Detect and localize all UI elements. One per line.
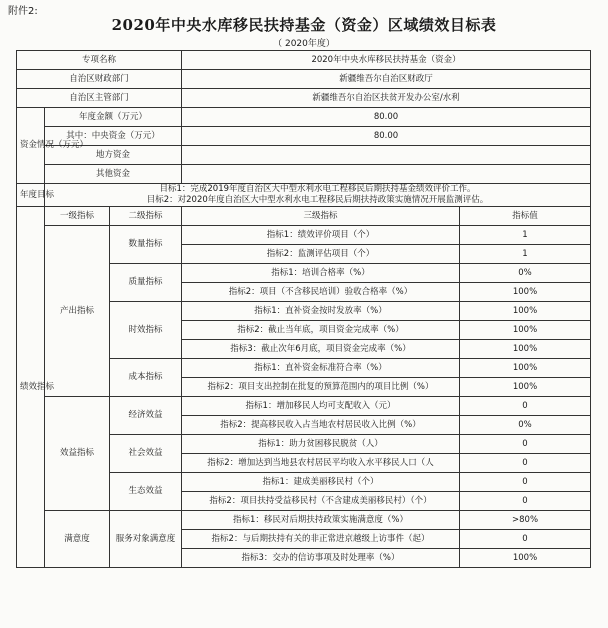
- indicator-name: 指标1：培训合格率（%）: [182, 264, 460, 283]
- info-label: 专项名称: [17, 51, 182, 70]
- indicator-row: [17, 511, 591, 530]
- funds-value: 80.00: [182, 108, 591, 127]
- indicator-name: 指标2：提高移民收入占当地农村居民收入比例（%）: [182, 416, 460, 435]
- indicator-name: 指标2：项目扶持受益移民村（不含建成美丽移民村）（个）: [182, 492, 460, 511]
- level1-benefit: 效益指标: [45, 397, 110, 511]
- funds-row: [17, 146, 591, 165]
- funds-label: 其他资金: [45, 165, 182, 184]
- level2-timeliness: 时效指标: [110, 302, 182, 359]
- page-title: 2020年中央水库移民扶持基金（资金）区域绩效目标表: [111, 16, 497, 34]
- funds-value: 80.00: [182, 127, 591, 146]
- info-label: 自治区财政部门: [17, 70, 182, 89]
- indicator-name: 指标1：移民对后期扶持政策实施满意度（%）: [182, 511, 460, 530]
- indicator-name: 指标1：直补资金按时发放率（%）: [182, 302, 460, 321]
- goals-label: 年度目标: [17, 184, 45, 207]
- indicator-value: 0: [460, 435, 591, 454]
- header-level1: 一级指标: [45, 207, 110, 226]
- level2-quality: 质量指标: [110, 264, 182, 302]
- indicator-name: 指标3：交办的信访事项及时处理率（%）: [182, 549, 460, 568]
- info-row: [17, 51, 591, 70]
- funds-row: [17, 108, 591, 127]
- funds-group-label: 资金情况（万元）: [17, 108, 45, 184]
- indicator-header-row: [17, 207, 591, 226]
- header-level3: 三级指标: [182, 207, 460, 226]
- level2-cost: 成本指标: [110, 359, 182, 397]
- indicator-value: 100%: [460, 378, 591, 397]
- indicator-value: 0: [460, 530, 591, 549]
- indicator-value: 100%: [460, 321, 591, 340]
- funds-value: [182, 146, 591, 165]
- info-row: [17, 70, 591, 89]
- indicator-value: 1: [460, 245, 591, 264]
- level2-quantity: 数量指标: [110, 226, 182, 264]
- indicator-name: 指标2：项目（不含移民培训）验收合格率（%）: [182, 283, 460, 302]
- indicator-name: 指标3：截止次年6月底，项目资金完成率（%）: [182, 340, 460, 359]
- level1-satisfaction: 满意度: [45, 511, 110, 568]
- indicator-name: 指标2：增加达到当地县农村居民平均收入水平移民人口（人: [182, 454, 460, 473]
- indicator-name: 指标1：增加移民人均可支配收入（元）: [182, 397, 460, 416]
- indicator-value: 0: [460, 397, 591, 416]
- indicator-name: 指标2：截止当年底，项目资金完成率（%）: [182, 321, 460, 340]
- header-value: 指标值: [460, 207, 591, 226]
- goal-line-2: 目标2：对2020年度自治区大中型水利水电工程移民后期扶持政策实施情况开展监测评估。: [146, 195, 489, 205]
- level1-output: 产出指标: [45, 226, 110, 397]
- indicator-value: >80%: [460, 511, 591, 530]
- indicator-value: 0%: [460, 264, 591, 283]
- indicator-value: 0: [460, 492, 591, 511]
- indicator-value: 0: [460, 454, 591, 473]
- funds-label: 其中：中央资金（万元）: [45, 127, 182, 146]
- indicator-name: 指标2：项目支出控制在批复的预算范围内的项目比例（%）: [182, 378, 460, 397]
- info-row: [17, 89, 591, 108]
- level2-service-target-satisfaction: 服务对象满意度: [110, 511, 182, 568]
- indicator-value: 0: [460, 473, 591, 492]
- indicator-value: 100%: [460, 359, 591, 378]
- indicator-name: 指标1：助力贫困移民脱贫（人）: [182, 435, 460, 454]
- info-value: 新疆维吾尔自治区扶贫开发办公室/水利: [182, 89, 591, 108]
- goals-text: [45, 184, 591, 207]
- indicator-name: 指标1：直补资金标准符合率（%）: [182, 359, 460, 378]
- header-level2: 二级指标: [110, 207, 182, 226]
- level2-ecological: 生态效益: [110, 473, 182, 511]
- level2-economic: 经济效益: [110, 397, 182, 435]
- attachment-label: 附件2:: [8, 6, 38, 17]
- funds-row: [17, 127, 591, 146]
- indicator-value: 100%: [460, 283, 591, 302]
- indicator-value: 100%: [460, 340, 591, 359]
- funds-value: [182, 165, 591, 184]
- indicators-group-label: 绩效指标: [17, 207, 45, 568]
- funds-label: 地方资金: [45, 146, 182, 165]
- indicator-value: 1: [460, 226, 591, 245]
- indicator-name: 指标2：监测评估项目（个）: [182, 245, 460, 264]
- year-label: （ 2020年度）: [273, 39, 335, 49]
- level2-social: 社会效益: [110, 435, 182, 473]
- indicator-row: [17, 397, 591, 416]
- indicator-value: 100%: [460, 549, 591, 568]
- info-value: 新疆维吾尔自治区财政厅: [182, 70, 591, 89]
- funds-row: [17, 165, 591, 184]
- funds-label: 年度金额（万元）: [45, 108, 182, 127]
- indicator-name: 指标1：绩效评价项目（个）: [182, 226, 460, 245]
- indicator-value: 100%: [460, 302, 591, 321]
- info-label: 自治区主管部门: [17, 89, 182, 108]
- indicator-name: 指标2：与后期扶持有关的非正常进京越级上访事件（起）: [182, 530, 460, 549]
- indicator-row: [17, 226, 591, 245]
- indicator-name: 指标1：建成美丽移民村（个）: [182, 473, 460, 492]
- goal-line-1: 目标1：完成2019年度自治区大中型水利水电工程移民后期扶持基金绩效评价工作。: [159, 184, 476, 194]
- goals-row: [17, 184, 591, 207]
- indicator-value: 0%: [460, 416, 591, 435]
- performance-target-table: [16, 50, 591, 568]
- info-value: 2020年中央水库移民扶持基金（资金）: [182, 51, 591, 70]
